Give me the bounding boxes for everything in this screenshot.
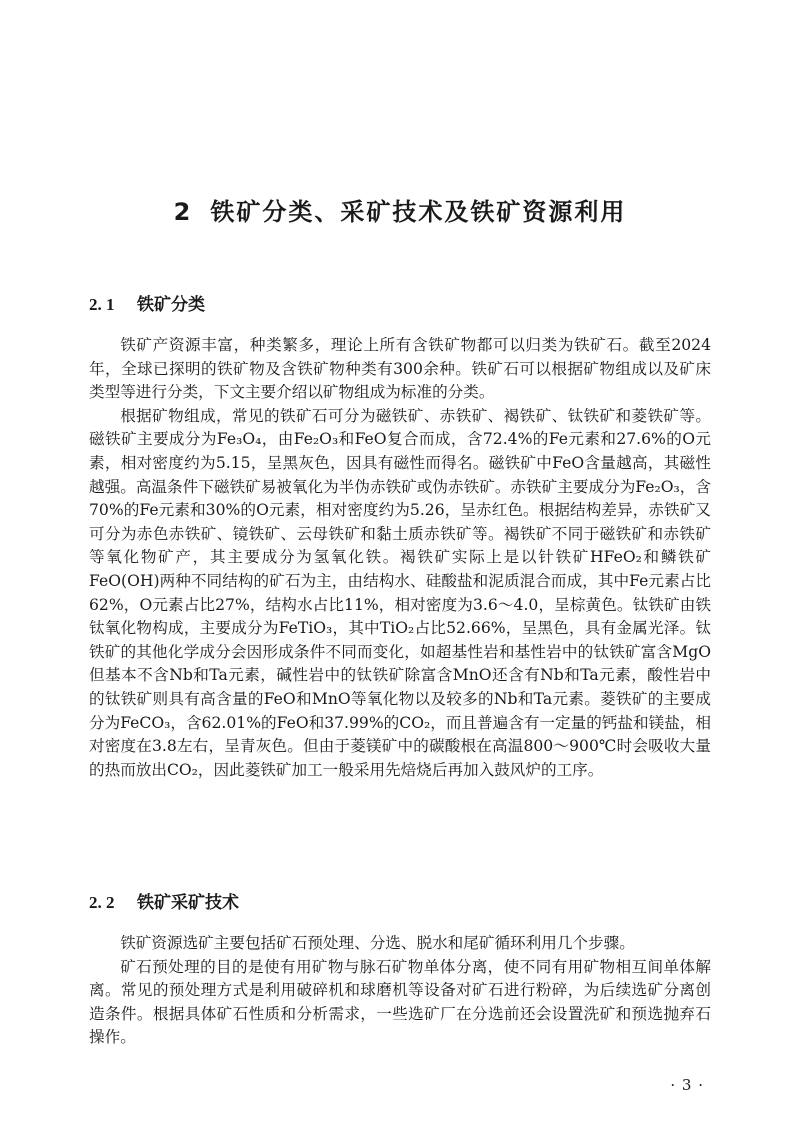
paragraph: 铁矿资源选矿主要包括矿石预处理、分选、脱水和尾矿循环利用几个步骤。: [120, 934, 635, 952]
section-2-2-body: [89, 932, 711, 1050]
section-heading-2-1: [89, 290, 205, 315]
section-number: 2. 2: [89, 893, 115, 912]
section-title: 铁矿采矿技术: [137, 893, 239, 913]
section-heading-2-2: [89, 888, 239, 913]
chapter-heading: [0, 192, 800, 227]
section-2-1-body: [89, 334, 711, 782]
chapter-title: 铁矿分类、采矿技术及铁矿资源利用: [210, 198, 627, 226]
section-title: 铁矿分类: [137, 295, 205, 315]
chapter-number: 2: [173, 198, 193, 226]
section-number: 2. 1: [89, 295, 115, 314]
paragraph: 矿石预处理的目的是使有用矿物与脉石矿物单体分离，使不同有用矿物相互间单体解离。常见的预处理方式是利用破碎机和球磨机等设备对矿石进行粉碎，为后续选矿分离创造条件。根据具体矿石性质和分析需求，一些选矿厂在分选前还会设置洗矿和预选抛弃石操作。: [89, 957, 711, 1047]
paragraph: 铁矿产资源丰富，种类繁多，理论上所有含铁矿物都可以归类为铁矿石。截至2024年，全球已探明的铁矿物及含铁矿物种类有300余种。铁矿石可以根据矿物组成以及矿床类型等进行分类，下文主要介绍以矿物组成为标准的分类。: [89, 336, 711, 402]
page-number: · 3 ·: [670, 1076, 704, 1094]
paragraph: 根据矿物组成，常见的铁矿石可分为磁铁矿、赤铁矿、褐铁矿、钛铁矿和菱铁矿等。磁铁矿主要成分为Fe₃O₄，由Fe₂O₃和FeO复合而成，含72.4%的Fe元素和27.6%的O元素，相对密度约为5.15，呈黑灰色，因具有磁性而得名。磁铁矿中FeO含量越高，其磁性越强。高温条件下磁铁矿易被氧化为半伪赤铁矿或伪赤铁矿。赤铁矿主要成分为Fe₂O₃，含70%的Fe元素和30%的O元素，相对密度约为5.26，呈赤红色。根据结构差异，赤铁矿又可分为赤色赤铁矿、镜铁矿、云母铁矿和黏土质赤铁矿等。褐铁矿不同于磁铁矿和赤铁矿等氧化物矿产，其主要成分为氢氧化铁。褐铁矿实际上是以针铁矿HFeO₂和鳞铁矿FeO(OH)两种不同结构的矿石为主，由结构水、硅酸盐和泥质混合而成，其中Fe元素占比62%，O元素占比27%，结构水占比11%，相对密度为3.6～4.0，呈棕黄色。钛铁矿由铁钛氧化物构成，主要成分为FeTiO₃，其中TiO₂占比52.66%，呈黑色，具有金属光泽。钛铁矿的其他化学成分会因形成条件不同而变化，如超基性岩和基性岩中的钛铁矿富含MgO但基本不含Nb和Ta元素，碱性岩中的钛铁矿除富含MnO还含有Nb和Ta元素，酸性岩中的钛铁矿则具有高含量的FeO和MnO等氧化物以及较多的Nb和Ta元素。菱铁矿的主要成分为FeCO₃，含62.01%的FeO和37.99%的CO₂，而且普遍含有一定量的钙盐和镁盐，相对密度在3.8左右，呈青灰色。但由于菱镁矿中的碳酸根在高温800～900℃时会吸收大量的热而放出CO₂，因此菱铁矿加工一般采用先焙烧后再加入鼓风炉的工序。: [89, 406, 711, 779]
